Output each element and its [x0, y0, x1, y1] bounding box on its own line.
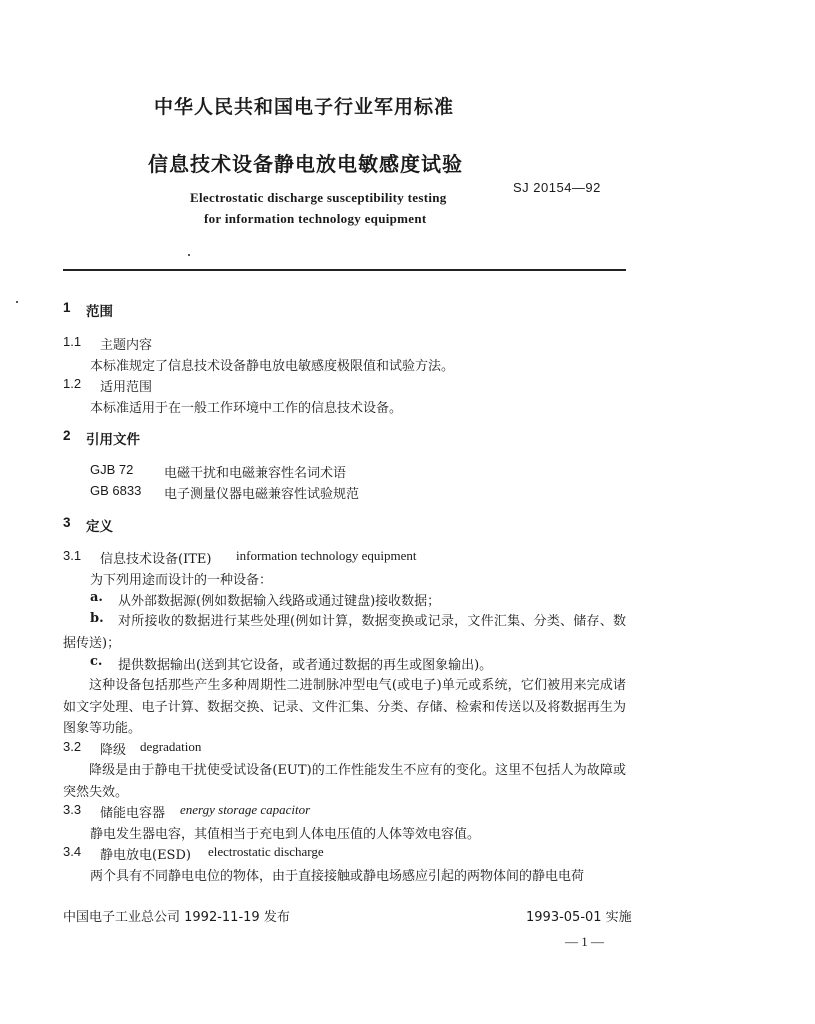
section-3-1-number: 3.1 — [63, 548, 82, 563]
list-label-c: c. — [90, 654, 103, 669]
page-number: — 1 — — [565, 934, 604, 949]
section-1-1-text: 本标准规定了信息技术设备静电放电敏感度极限值和试验方法。 — [90, 359, 455, 374]
section-1-number: 1 — [63, 300, 71, 315]
section-1-1-title: 主题内容 — [100, 338, 153, 353]
section-3-3-text: 静电发生器电容，其值相当于充电到人体电压值的人体等效电容值。 — [90, 827, 481, 842]
section-3-2-number: 3.2 — [63, 739, 82, 754]
header-divider — [63, 269, 626, 271]
section-3-4-term: 静电放电(ESD) — [100, 848, 191, 863]
reference-code: GJB 72 — [90, 462, 134, 477]
document-title: 信息技术设备静电放电敏感度试验 — [148, 152, 463, 176]
scan-speck — [188, 254, 190, 256]
section-1-2-number: 1.2 — [63, 376, 82, 391]
section-1-2-title: 适用范围 — [100, 380, 153, 395]
list-item-c: 提供数据输出(送到其它设备，或者通过数据的再生或图象输出)。 — [118, 658, 493, 673]
section-1-1-number: 1.1 — [63, 334, 82, 349]
list-item-a: 从外部数据源(例如数据输入线路或通过键盘)接收数据； — [118, 594, 441, 609]
scan-speck — [16, 301, 18, 303]
section-3-1-paragraph: 这种设备包括那些产生多种周期性二进制脉冲型电气(或电子)单元或系统，它们被用来完成诸如文字处理、电子计算、数据交换、记录、文件汇集、分类、存储、检索和传送以及将数据再生为图象等功能。 — [63, 678, 626, 736]
section-3-1-term-en: information technology equipment — [236, 548, 417, 563]
section-3-4-term-en: electrostatic discharge — [208, 844, 324, 859]
section-3-number: 3 — [63, 515, 71, 530]
section-3-4-number: 3.4 — [63, 844, 82, 859]
section-3-1-term: 信息技术设备(ITE) — [100, 552, 212, 567]
publish-info: 中国电子工业总公司 1992-11-19 发布 — [63, 910, 290, 925]
section-3-4-text: 两个具有不同静电电位的物体，由于直接接触或静电场感应引起的两物体间的静电电荷 — [90, 869, 585, 884]
english-title-line1: Electrostatic discharge susceptibility testing — [190, 190, 447, 205]
list-label-b: b. — [90, 611, 104, 626]
section-3-3-term: 储能电容器 — [100, 806, 166, 821]
section-3-title: 定义 — [86, 519, 113, 535]
english-title-line2: for information technology equipment — [204, 211, 427, 226]
section-2-title: 引用文件 — [86, 432, 140, 448]
reference-title: 电子测量仪器电磁兼容性试验规范 — [164, 487, 360, 502]
list-item-b: 对所接收的数据进行某些处理(例如计算，数据变换或记录，文件汇集、分类、储存、数据传送)； — [63, 614, 626, 651]
reference-code: GB 6833 — [90, 483, 142, 498]
effective-date: 1993-05-01 实施 — [526, 910, 632, 925]
section-3-2-term: 降级 — [100, 743, 127, 758]
section-1-title: 范围 — [86, 304, 113, 320]
section-3-3-number: 3.3 — [63, 802, 82, 817]
section-3-2-text: 降级是由于静电干扰使受试设备(EUT)的工作性能发生不应有的变化。这里不包括人为故障或突然失效。 — [63, 763, 626, 800]
list-label-a: a. — [90, 590, 103, 605]
section-3-2-term-en: degradation — [140, 739, 202, 754]
reference-title: 电磁干扰和电磁兼容性名词术语 — [164, 466, 347, 481]
standard-number: SJ 20154—92 — [513, 180, 601, 195]
section-2-number: 2 — [63, 428, 71, 443]
standard-category: 中华人民共和国电子行业军用标准 — [154, 96, 455, 118]
section-1-2-text: 本标准适用于在一般工作环境中工作的信息技术设备。 — [90, 401, 403, 416]
section-3-1-intro: 为下列用途而设计的一种设备： — [90, 573, 273, 588]
section-3-3-term-en: energy storage capacitor — [180, 802, 311, 817]
